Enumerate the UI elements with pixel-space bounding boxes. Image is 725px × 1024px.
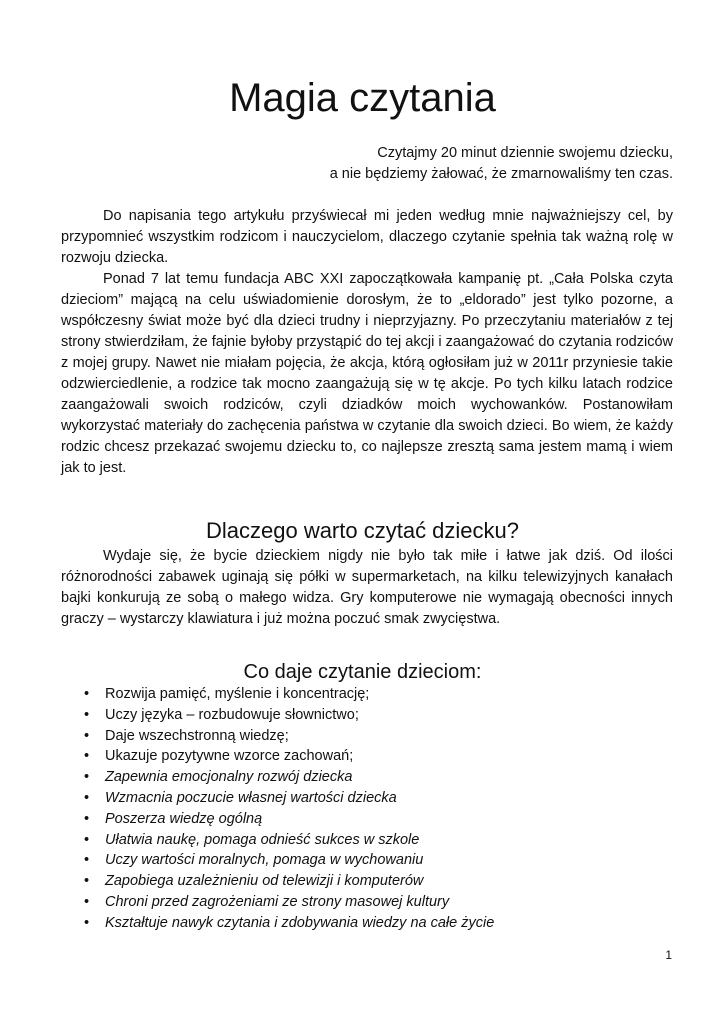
list-item: • Kształtuje nawyk czytania i zdobywania wiedzy na całe życie [78, 913, 678, 934]
bullet-icon: • [84, 789, 90, 806]
intro-section [61, 206, 673, 479]
bullet-icon: • [84, 914, 90, 931]
list-item: • Ułatwia naukę, pomaga odnieść sukces w szkole [78, 830, 678, 851]
bullet-icon: • [84, 893, 90, 910]
list-item: • Zapewnia emocjonalny rozwój dziecka [78, 767, 678, 788]
motto-line-2: a nie będziemy żałować, że zmarnowaliśmy ten czas. [329, 166, 673, 182]
motto-line-1: Czytajmy 20 minut dziennie swojemu dziecku, [377, 145, 673, 161]
list-item: • Poszerza wiedzę ogólną [78, 809, 678, 830]
bullet-icon: • [84, 686, 90, 702]
section-heading-why-read: Dlaczego warto czytać dziecku? [205, 518, 520, 543]
bullet-icon: • [84, 727, 90, 744]
why-read-paragraph: Wydaje się, że bycie dzieckiem nigdy nie było tak miłe i łatwe jak dziś. Od ilości różnorodności zabawek uginają się półki w supermarketach, na kilku telewizyjnych kanałach bajki konkurują ze sobą o małego widza. Gry komputerowe nie wymagają obecności innych graczy – wystarczy klawiatura i już można poczuć smak zwycięstwa. [61, 548, 673, 627]
intro-paragraph-1: Do napisania tego artykułu przyświecał mi jeden według mnie najważniejszy cel, by przypomnieć wszystkim rodzicom i nauczycielom, dlaczego czytanie spełnia tak ważną rolę w rozwoju dziecka. [61, 208, 673, 266]
bullet-icon: • [84, 852, 90, 869]
list-item: • Uczy wartości moralnych, pomaga w wychowaniu [78, 850, 678, 871]
bullet-icon: • [84, 769, 90, 786]
benefits-list [78, 684, 678, 934]
section-heading-benefits: Co daje czytanie dzieciom: [243, 661, 482, 683]
intro-paragraph-2: Ponad 7 lat temu fundacja ABC XXI zapoczątkowała kampanię pt. „Cała Polska czyta dzieciom” mającą na celu uświadomienie dorosłym, że to „eldorado” jest tylko pozorne, a współczesny świat może być dla dzieci trudny i nieprzyjazny. Po przeczytaniu materiałów z tej strony stwierdziłam, że fajnie byłoby przystąpić do tej akcji i zaangażować do czytania rodziców z mojej grupy. Nawet nie miałam pojęcia, że akcja, którą ogłosiłam już w 2011r przyniesie takie odzwierciedlenie, a rodzice tak mocno zaangażują się w tę akcje. Po tych kilku latach rodzice zaangażowali swoich rodziców, czyli dziadków moich wychowanków. Postanowiłam wykorzystać materiały do zachęcenia państwa w czytanie dla swoich dzieci. Bo wiem, że każdy rodzic chcesz przekazać swojemu dziecku to, co najlepsze zresztą sama jestem mamą i wiem jak to jest. [61, 271, 673, 476]
bullet-icon: • [84, 873, 90, 890]
page-number: 1 [665, 948, 672, 962]
why-read-section [61, 546, 673, 630]
bullet-icon: • [84, 831, 90, 848]
bullet-icon: • [84, 810, 90, 827]
motto [330, 143, 673, 185]
page-title: Magia czytania [229, 76, 496, 120]
bullet-icon: • [84, 748, 90, 765]
list-item: • Daje wszechstronną wiedzę; [78, 726, 678, 747]
list-item: • Ukazuje pozytywne wzorce zachowań; [78, 746, 678, 767]
list-item: • Rozwija pamięć, myślenie i koncentrację; [78, 684, 678, 705]
list-item: • Chroni przed zagrożeniami ze strony masowej kultury [78, 892, 678, 913]
list-item: • Zapobiega uzależnieniu od telewizji i komputerów [78, 871, 678, 892]
list-item: • Uczy języka – rozbudowuje słownictwo; [78, 705, 678, 726]
list-item: • Wzmacnia poczucie własnej wartości dziecka [78, 788, 678, 809]
bullet-icon: • [84, 706, 90, 723]
